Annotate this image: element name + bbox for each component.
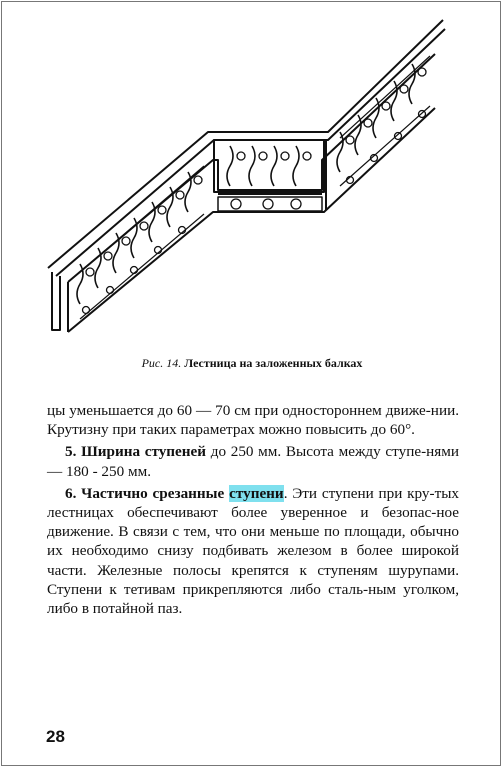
paragraph-heading: 6. Частично срезанные xyxy=(65,484,225,502)
paragraph-text: до 250 мм. Высота между ступе-нями — 180 - 250 мм. xyxy=(47,443,459,480)
left-post xyxy=(52,272,60,330)
staircase-illustration xyxy=(40,14,476,336)
figure-caption xyxy=(0,356,504,371)
paragraph-continuation xyxy=(47,401,459,439)
stringer-bottom xyxy=(68,108,435,332)
caption-title: Лестница на заложенных балках xyxy=(184,356,363,370)
body-text xyxy=(47,401,459,618)
page-number: 28 xyxy=(46,727,65,746)
paragraph-heading: 5. Ширина ступеней xyxy=(65,443,207,461)
paragraph-text: . Эти ступени при кру-тых лестницах обеспечивают более уверенное и безопас-ное движение. В связи с тем, что они меньше по площади, обычно их необходимо снизу подбивать железом в более широкой части. Железные полосы крепятся к ступеням шурупами. Ступени к тетивам прикрепляются либо сталь-ным уголком, либо в потайной паз. xyxy=(47,484,460,618)
paragraph-step-width xyxy=(47,442,459,480)
paragraph-text: цы уменьшается до 60 — 70 см при одностороннем движе-нии. Крутизну при таких параметрах можно повысить до 60°. xyxy=(47,402,459,439)
caption-number: Рис. 14. xyxy=(141,356,182,370)
paragraph-cut-steps xyxy=(47,484,459,618)
highlighted-word: ступени xyxy=(229,484,284,502)
